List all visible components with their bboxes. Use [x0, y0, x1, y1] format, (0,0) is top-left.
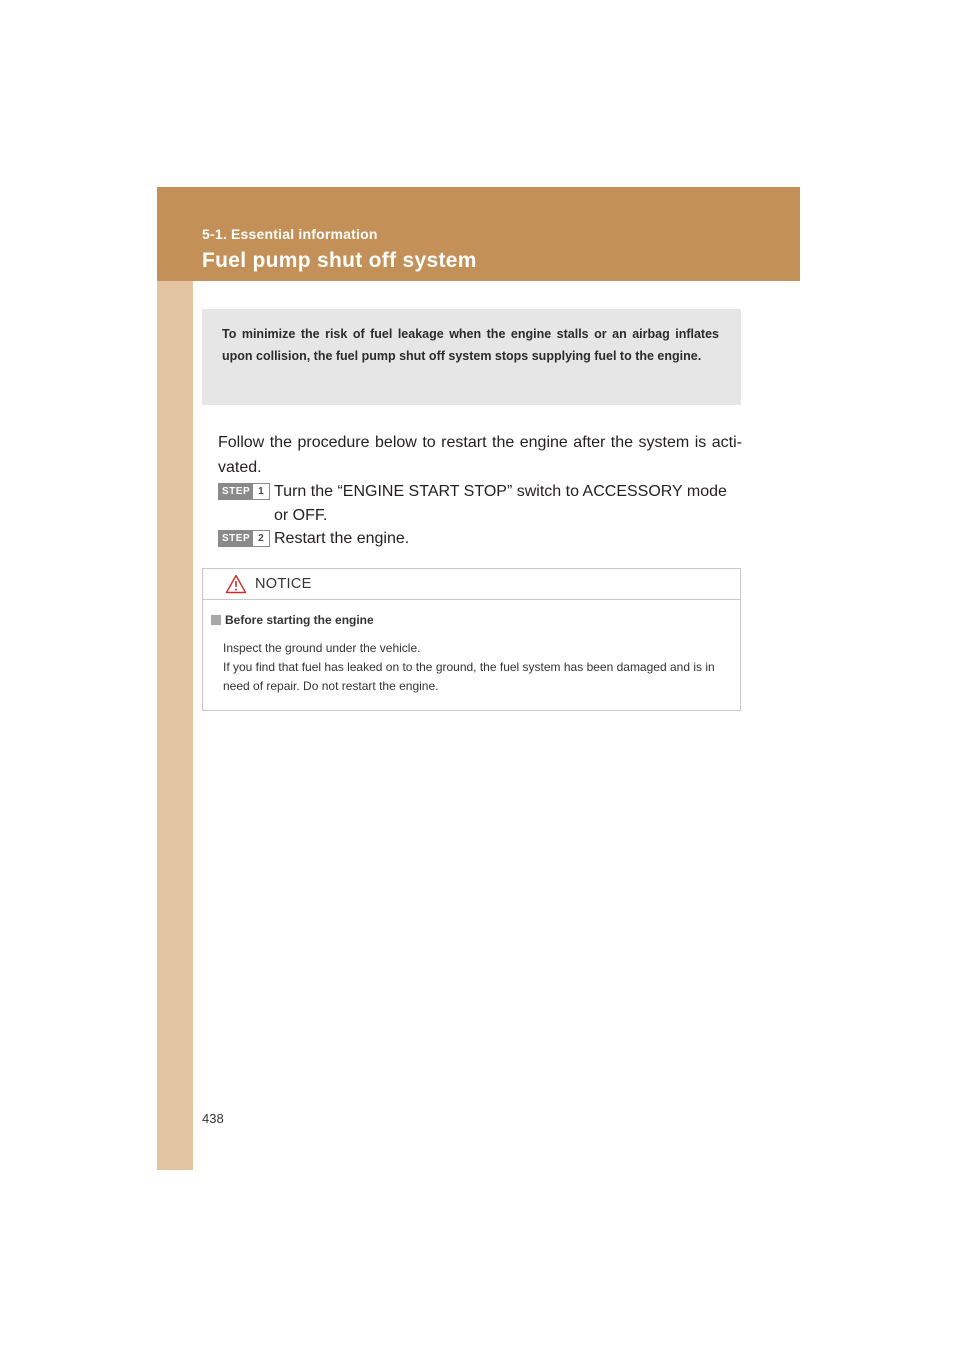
notice-box	[202, 568, 741, 711]
step-badge-word: STEP	[219, 484, 253, 499]
warning-triangle-icon	[225, 574, 247, 594]
step-badge-word: STEP	[219, 531, 253, 546]
page-title: Fuel pump shut off system	[202, 249, 477, 272]
notice-body	[223, 639, 737, 696]
section-label: 5-1. Essential information	[202, 226, 378, 242]
step-badge-number: 2	[258, 533, 264, 544]
notice-subhead	[211, 613, 374, 627]
intro-text: To minimize the risk of fuel leakage when the engine stalls or an airbag inflates upon collision, the fuel pump shut off system stops supplying fuel to the engine.	[222, 327, 719, 363]
step-1	[218, 480, 742, 528]
notice-label: NOTICE	[255, 576, 312, 592]
square-bullet-icon	[211, 615, 221, 625]
step-badge-number: 1	[258, 486, 264, 497]
step-text: Restart the engine.	[274, 530, 410, 547]
step-badge	[218, 530, 270, 547]
page-number: 438	[202, 1111, 224, 1126]
notice-header	[203, 569, 740, 600]
side-strip	[157, 187, 193, 1170]
notice-line: If you find that fuel has leaked on to the ground, the fuel system has been damaged and is in need of repair. Do not restart the engine.	[223, 660, 715, 693]
step-badge	[218, 483, 270, 500]
step-2	[218, 527, 742, 551]
intro-box	[202, 309, 741, 405]
step-text: Turn the “ENGINE START STOP” switch to ACCESSORY mode or OFF.	[274, 483, 727, 524]
body-text: Follow the procedure below to restart the engine after the system is acti-vated.	[218, 434, 742, 476]
notice-line: Inspect the ground under the vehicle.	[223, 641, 421, 655]
notice-subhead-text: Before starting the engine	[225, 613, 374, 627]
